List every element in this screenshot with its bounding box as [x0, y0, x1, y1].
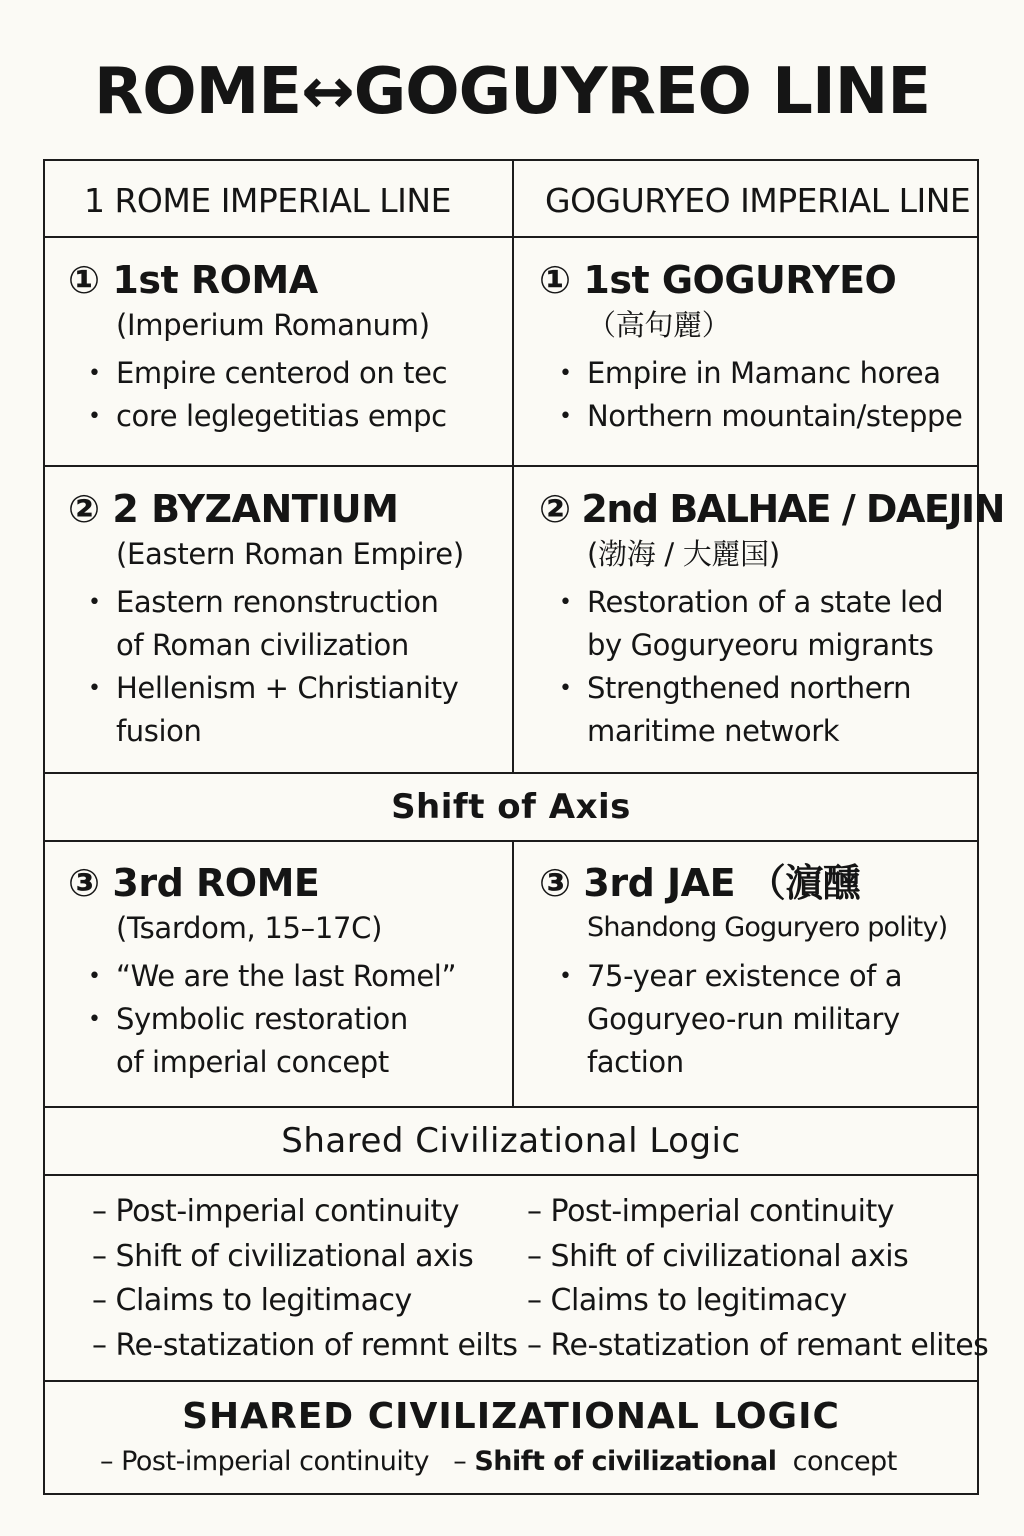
entry-subtitle: Shandong Goguryero polity) [587, 912, 948, 943]
list-item: – Post-imperial continuity [527, 1190, 988, 1235]
list-item: – Claims to legitimacy [527, 1279, 988, 1324]
entry-1st-roma [68, 256, 447, 438]
rome-column-header: 1 ROME IMPERIAL LINE [84, 181, 451, 220]
entry-title: ① 1st ROMA [68, 258, 318, 302]
final-item-spacer [776, 1446, 792, 1477]
divider [43, 1380, 979, 1382]
entry-3rd-jae [539, 859, 947, 1084]
shift-of-axis-label: Shift of Axis [391, 787, 631, 827]
list-item: – Shift of civilizational axis [527, 1235, 988, 1280]
list-item: • Strengthened northern maritime network [587, 667, 1004, 753]
shared-logic-left-list [92, 1190, 517, 1368]
entry-subtitle: （高句麗） [587, 308, 731, 342]
final-section-items [100, 1442, 897, 1482]
list-item: – Shift of civilizational axis [92, 1235, 517, 1280]
list-item: – Re-statization of remant elites [527, 1324, 988, 1369]
entry-title: ③ 3rd ROME [68, 861, 320, 905]
column-divider [512, 840, 514, 1108]
entry-3rd-rome [68, 859, 456, 1084]
list-item: • Empire centerod on tec [116, 352, 447, 395]
final-item-2-bold: Shift of civilizational [474, 1446, 777, 1477]
final-item-dash: – [428, 1446, 475, 1477]
column-divider [512, 159, 514, 774]
list-item: – Post-imperial continuity [92, 1190, 517, 1235]
divider [43, 1174, 979, 1176]
final-item-2-rest: concept [792, 1446, 897, 1477]
entry-title: ③ 3rd JAE （濵醺 [539, 861, 861, 905]
shared-logic-label: Shared Civilizational Logic [281, 1121, 741, 1161]
entry-2-byzantium [68, 485, 464, 753]
entry-1st-goguryeo [539, 256, 962, 438]
entry-title: ① 1st GOGURYEO [539, 258, 897, 302]
final-item-1: Post-imperial continuity [121, 1446, 429, 1477]
list-item: • “We are the last Romel” [116, 955, 456, 998]
final-item-dash: – [100, 1446, 122, 1477]
final-section-title: SHARED CIVILIZATIONAL LOGIC [182, 1396, 840, 1437]
entry-title: ② 2nd BALHAE / DAEJIN [539, 487, 1004, 531]
list-item: • Northern mountain/steppe [587, 395, 962, 438]
page-title: ROME↔GOGUYREO LINE [93, 55, 931, 129]
entry-subtitle: (Imperium Romanum) [116, 308, 430, 342]
list-item: • Symbolic restoration of imperial concept [116, 998, 456, 1084]
list-item: • Eastern renonstruction of Roman civilization [116, 581, 464, 667]
entry-title: ② 2 BYZANTIUM [68, 487, 399, 531]
goguryeo-column-header: GOGURYEO IMPERIAL LINE [545, 181, 971, 220]
list-item: – Claims to legitimacy [92, 1279, 517, 1324]
list-item: • Empire in Mamanc horea [587, 352, 962, 395]
divider [43, 840, 979, 842]
entry-subtitle: (渤海 / 大麗国) [587, 537, 780, 571]
entry-subtitle: (Tsardom, 15–17C) [116, 911, 383, 945]
shared-logic-right-list [527, 1190, 988, 1368]
list-item: • core leglegetitias empc [116, 395, 447, 438]
list-item: – Re-statization of remnt eilts [92, 1324, 517, 1369]
entry-subtitle: (Eastern Roman Empire) [116, 537, 464, 571]
entry-2nd-balhae [539, 485, 1004, 753]
divider [43, 465, 979, 467]
list-item: • 75-year existence of a Goguryeo-run military faction [587, 955, 947, 1084]
list-item: • Restoration of a state led by Goguryeoru migrants [587, 581, 1004, 667]
list-item: • Hellenism + Christianity fusion [116, 667, 464, 753]
